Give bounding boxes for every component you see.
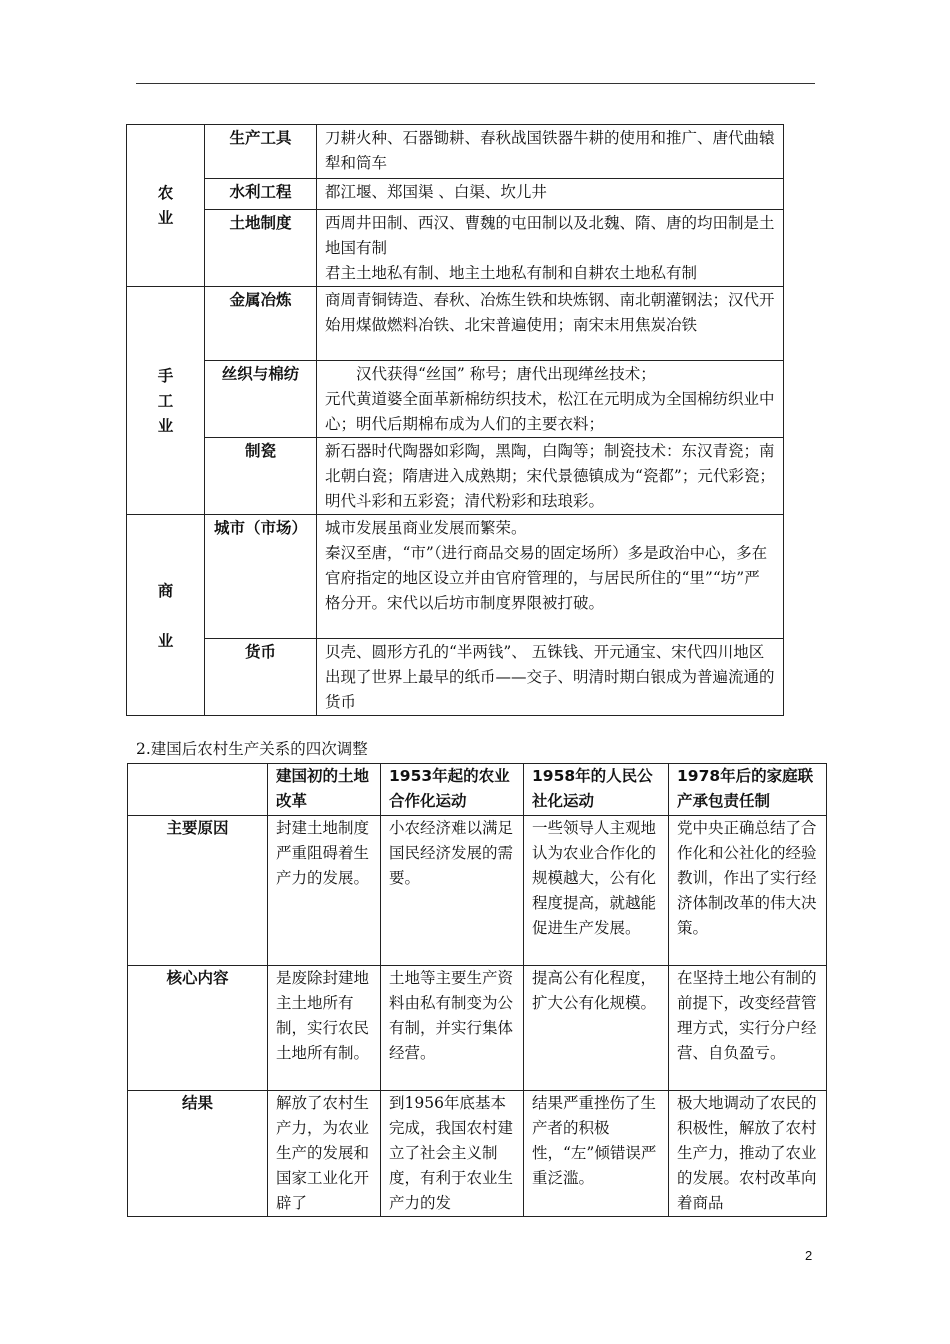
row-label: 生产工具 xyxy=(205,125,317,179)
table-cell: 是废除封建地主土地所有制，实行农民土地所有制。 xyxy=(268,966,381,1091)
content-line: 秦汉至唐，“市”（进行商品交易的固定场所）多是政治中心，多在官府指定的地区设立并由官府管理的，与居民所住的“里”“坊”严格分开。宋代以后坊市制度界限被打破。 xyxy=(325,544,768,612)
column-header: 1953年起的农业合作化运动 xyxy=(381,764,524,816)
row-header: 结果 xyxy=(128,1091,268,1217)
content-line: 君主土地私有制、地主土地私有制和自耕农土地私有制 xyxy=(325,264,698,282)
table-cell: 极大地调动了农民的积极性，解放了农村生产力，推动了农业的发展。农村改革向着商品 xyxy=(669,1091,827,1217)
content-line: 元代黄道婆全面革新棉纺织技术，松江在元明成为全国棉纺织业中心；明代后期棉布成为人们的主要衣料； xyxy=(325,390,775,433)
row-content: 商周青铜铸造、春秋、冶炼生铁和块炼钢、南北朝灌钢法；汉代开始用煤做燃料冶铁、北宋普遍使用；南宋末用焦炭冶铁 xyxy=(317,287,784,361)
table-row xyxy=(127,179,784,210)
row-label: 金属冶炼 xyxy=(205,287,317,361)
row-content: 贝壳、圆形方孔的“半两钱”、 五铢钱、开元通宝、宋代四川地区出现了世界上最早的纸币——交子、明清时期白银成为普遍流通的货币 xyxy=(317,639,784,716)
category-agriculture: 农业 xyxy=(127,125,205,287)
row-label: 土地制度 xyxy=(205,210,317,287)
table-row xyxy=(127,639,784,716)
table-row xyxy=(127,125,784,179)
row-label: 丝织与棉纺 xyxy=(205,361,317,438)
table-cell: 结果严重挫伤了生产者的积极性，“左”倾错误严重泛滥。 xyxy=(524,1091,669,1217)
row-content: 刀耕火种、石器锄耕、春秋战国铁器牛耕的使用和推广、唐代曲辕犁和筒车 xyxy=(317,125,784,179)
category-commerce: 商业 xyxy=(127,515,205,716)
table-row xyxy=(127,210,784,287)
table-cell: 解放了农村生产力，为农业生产的发展和国家工业化开辟了 xyxy=(268,1091,381,1217)
row-header: 核心内容 xyxy=(128,966,268,1091)
table-row xyxy=(127,438,784,515)
table-row xyxy=(127,515,784,639)
table-row xyxy=(127,287,784,361)
content-line: 汉代获得“丝国” 称号；唐代出现缂丝技术； xyxy=(356,365,656,383)
table-row xyxy=(128,1091,827,1217)
row-label: 货币 xyxy=(205,639,317,716)
row-content: 都江堰、郑国渠 、白渠、坎儿井 xyxy=(317,179,784,210)
header-row xyxy=(128,764,827,816)
table-cell: 在坚持土地公有制的前提下，改变经营管理方式，实行分户经营、自负盈亏。 xyxy=(669,966,827,1091)
ancient-economy-table xyxy=(126,124,784,716)
row-content: 新石器时代陶器如彩陶，黑陶，白陶等；制瓷技术：东汉青瓷；南北朝白瓷；隋唐进入成熟期；宋代景德镇成为“瓷都”；元代彩瓷；明代斗彩和五彩瓷；清代粉彩和珐琅彩。 xyxy=(317,438,784,515)
header-rule xyxy=(136,83,815,84)
page-number: 2 xyxy=(805,1248,813,1263)
table-cell: 封建土地制度严重阻碍着生产力的发展。 xyxy=(268,816,381,966)
section-caption: 2.建国后农村生产关系的四次调整 xyxy=(136,740,368,758)
column-header: 1958年的人民公社化运动 xyxy=(524,764,669,816)
table-row xyxy=(128,816,827,966)
corner-cell xyxy=(128,764,268,816)
table-cell: 到1956年底基本完成，我国农村建立了社会主义制度，有利于农业生产力的发 xyxy=(381,1091,524,1217)
row-content xyxy=(317,515,784,639)
row-label: 城市（市场） xyxy=(205,515,317,639)
table-cell: 提高公有化程度，扩大公有化规模。 xyxy=(524,966,669,1091)
column-header: 建国初的土地改革 xyxy=(268,764,381,816)
table-cell: 党中央正确总结了合作化和公社化的经验教训，作出了实行经济体制改革的伟大决策。 xyxy=(669,816,827,966)
table-cell: 小农经济难以满足国民经济发展的需要。 xyxy=(381,816,524,966)
row-header: 主要原因 xyxy=(128,816,268,966)
row-label: 制瓷 xyxy=(205,438,317,515)
row-label: 水利工程 xyxy=(205,179,317,210)
table-cell: 土地等主要生产资料由私有制变为公有制，并实行集体经营。 xyxy=(381,966,524,1091)
row-content xyxy=(317,210,784,287)
table-cell: 一些领导人主观地认为农业合作化的规模越大，公有化程度提高，就越能促进生产发展。 xyxy=(524,816,669,966)
rural-reform-table xyxy=(127,763,827,1217)
category-handicraft: 手工业 xyxy=(127,287,205,515)
table-row xyxy=(127,361,784,438)
row-content xyxy=(317,361,784,438)
content-line: 城市发展虽商业发展而繁荣。 xyxy=(325,519,527,537)
content-line: 西周井田制、西汉、曹魏的屯田制以及北魏、隋、唐的均田制是土地国有制 xyxy=(325,214,775,257)
table-row xyxy=(128,966,827,1091)
column-header: 1978年后的家庭联产承包责任制 xyxy=(669,764,827,816)
